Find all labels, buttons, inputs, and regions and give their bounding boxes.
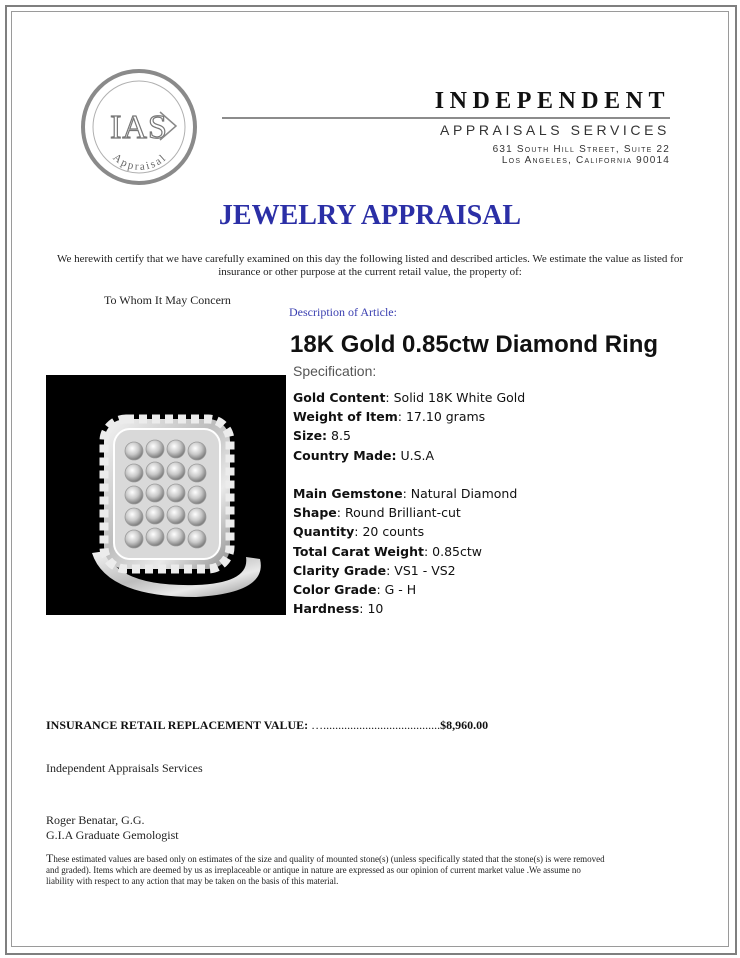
spec-value: Round Brilliant-cut bbox=[344, 505, 461, 521]
spec-separator: : bbox=[354, 524, 363, 540]
logo-monogram: IAS bbox=[110, 109, 168, 146]
spec-separator: : bbox=[336, 505, 345, 521]
spec-key: Country Made: bbox=[293, 447, 397, 463]
appraiser-name: Roger Benatar, G.G. bbox=[46, 813, 145, 827]
spec-row bbox=[293, 580, 525, 599]
company-address-line1: 631 South Hill Street, Suite 22 bbox=[492, 144, 670, 155]
spec-row bbox=[293, 542, 525, 561]
spec-key: Quantity bbox=[293, 524, 355, 540]
specification-label: Specification: bbox=[293, 363, 377, 379]
company-subtitle: APPRAISALS SERVICES bbox=[440, 122, 670, 138]
spec-key: Shape bbox=[293, 505, 337, 521]
spec-value: U.S.A bbox=[400, 447, 435, 463]
spec-separator: : bbox=[385, 390, 394, 405]
spec-row bbox=[293, 426, 525, 445]
spec-value: Solid 18K White Gold bbox=[393, 390, 526, 405]
spec-value: VS1 - VS2 bbox=[394, 562, 456, 578]
spec-value: G - H bbox=[384, 581, 417, 597]
appraiser-title: G.I.A Graduate Gemologist bbox=[46, 828, 179, 842]
company-name: INDEPENDENT bbox=[434, 88, 670, 114]
disclaimer-text: These estimated values are based only on estimates of the size and quality of mounted stone(s) (unless specifically stated that the stone(s) is were removed and graded). Items which are deemed by us as irreplaceable or antique in nature are expressed as our opinion of current market value .We assume no liability with respect to any action that may be taken on the basis of this material. bbox=[46, 851, 605, 886]
logo-ring-text: Appraisal bbox=[110, 151, 170, 173]
spec-row bbox=[293, 407, 525, 426]
spec-row bbox=[293, 503, 525, 522]
description-label: Description of Article: bbox=[289, 305, 397, 319]
spec-row bbox=[293, 388, 525, 407]
header-divider bbox=[222, 117, 670, 119]
spec-value: 20 counts bbox=[362, 524, 425, 540]
spec-value: 17.10 grams bbox=[405, 409, 486, 425]
company-address-line2: Los Angeles, California 90014 bbox=[501, 155, 670, 166]
insurance-value-dots: …....................................... bbox=[308, 718, 441, 732]
spec-row bbox=[293, 484, 525, 503]
document-title: JEWELRY APPRAISAL bbox=[218, 200, 522, 231]
spec-separator: : bbox=[402, 485, 411, 501]
spec-key: Clarity Grade bbox=[293, 562, 387, 578]
spec-key: Weight of Item bbox=[293, 409, 398, 425]
certification-text: We herewith certify that we have carefully examined on this day the following listed and described articles. We estimate the value as listed for insurance or other purpose at the current retail value, the property of: bbox=[56, 253, 684, 278]
spec-key: Gold Content bbox=[293, 390, 386, 405]
spec-value: 8.5 bbox=[331, 428, 351, 444]
spec-key: Main Gemstone bbox=[293, 485, 403, 501]
recipient: To Whom It May Concern bbox=[104, 293, 231, 307]
insurance-value-label: INSURANCE RETAIL REPLACEMENT VALUE: bbox=[46, 718, 309, 732]
spec-value: 10 bbox=[367, 601, 384, 617]
article-title: 18K Gold 0.85ctw Diamond Ring bbox=[290, 331, 659, 358]
spec-row bbox=[293, 561, 525, 580]
spec-key: Hardness bbox=[293, 601, 360, 617]
specification-list bbox=[293, 388, 525, 618]
spec-separator: : bbox=[376, 581, 385, 597]
spec-value: Natural Diamond bbox=[410, 485, 518, 501]
ias-logo bbox=[80, 68, 198, 186]
signature-company: Independent Appraisals Services bbox=[46, 761, 203, 775]
spec-key: Color Grade bbox=[293, 581, 377, 597]
insurance-value-amount: $8,960.00 bbox=[440, 718, 489, 732]
spec-key: Size: bbox=[293, 428, 328, 444]
spec-row bbox=[293, 522, 525, 541]
insurance-value bbox=[46, 718, 488, 733]
spec-separator: : bbox=[359, 601, 368, 617]
spec-separator: : bbox=[423, 543, 433, 559]
spec-row bbox=[293, 599, 525, 618]
spec-key: Total Carat Weight bbox=[293, 543, 424, 559]
ring-photo bbox=[46, 375, 286, 615]
spec-separator: : bbox=[386, 562, 395, 578]
spec-value: 0.85ctw bbox=[432, 543, 482, 559]
spec-separator: : bbox=[397, 409, 406, 425]
spec-row bbox=[293, 446, 525, 465]
